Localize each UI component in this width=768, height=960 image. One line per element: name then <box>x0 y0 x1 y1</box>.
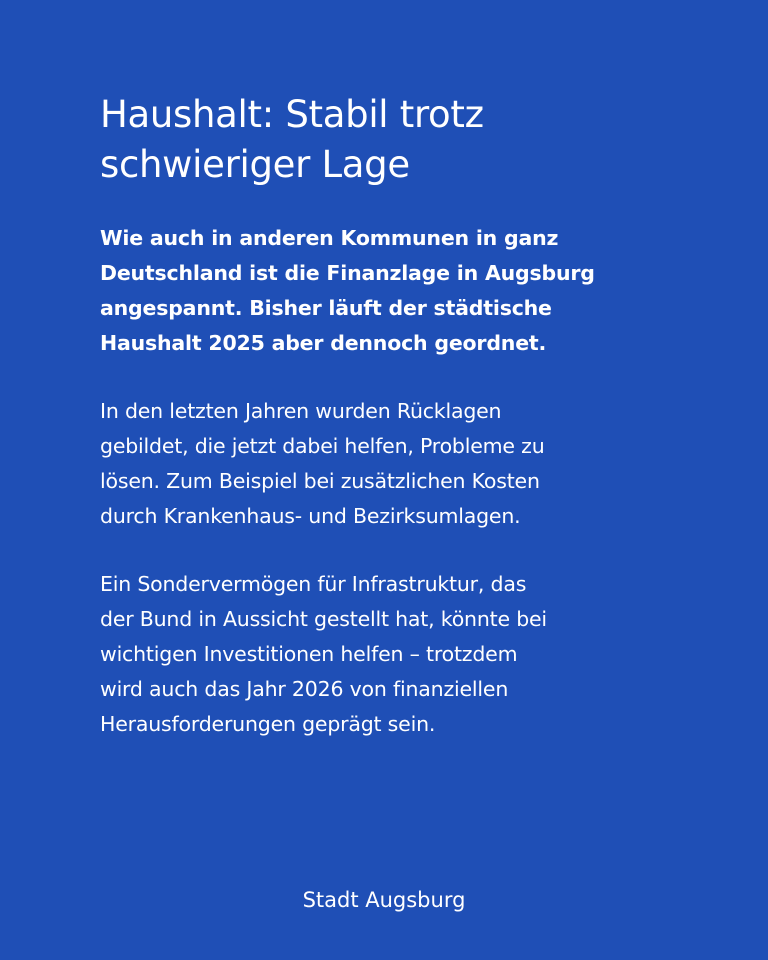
paragraph-line: der Bund in Aussicht gestellt hat, könnte bei <box>100 607 547 631</box>
paragraph-line: gebildet, die jetzt dabei helfen, Probleme zu <box>100 434 545 458</box>
body-paragraph-infrastructure <box>100 567 690 742</box>
title-line: schwieriger Lage <box>100 143 410 186</box>
paragraph-line: lösen. Zum Beispiel bei zusätzlichen Kosten <box>100 469 540 493</box>
lead-line: Wie auch in anderen Kommunen in ganz <box>100 226 559 250</box>
paragraph-line: wird auch das Jahr 2026 von finanziellen <box>100 677 509 701</box>
paragraph-line: Ein Sondervermögen für Infrastruktur, das <box>100 572 527 596</box>
lead-line: Haushalt 2025 aber dennoch geordnet. <box>100 331 547 355</box>
post-title <box>100 90 690 190</box>
paragraph-line: durch Krankenhaus- und Bezirksumlagen. <box>100 504 521 528</box>
post-content <box>100 90 690 775</box>
lead-paragraph <box>100 221 690 361</box>
paragraph-line: wichtigen Investitionen helfen – trotzdem <box>100 642 518 666</box>
footer-brand: Stadt Augsburg <box>302 888 466 912</box>
lead-line: Deutschland ist die Finanzlage in Augsburg <box>100 261 595 285</box>
paragraph-line: Herausforderungen geprägt sein. <box>100 712 436 736</box>
lead-line: angespannt. Bisher läuft der städtische <box>100 296 552 320</box>
title-line: Haushalt: Stabil trotz <box>100 93 484 136</box>
paragraph-line: In den letzten Jahren wurden Rücklagen <box>100 399 502 423</box>
body-paragraph-reserves <box>100 394 690 534</box>
